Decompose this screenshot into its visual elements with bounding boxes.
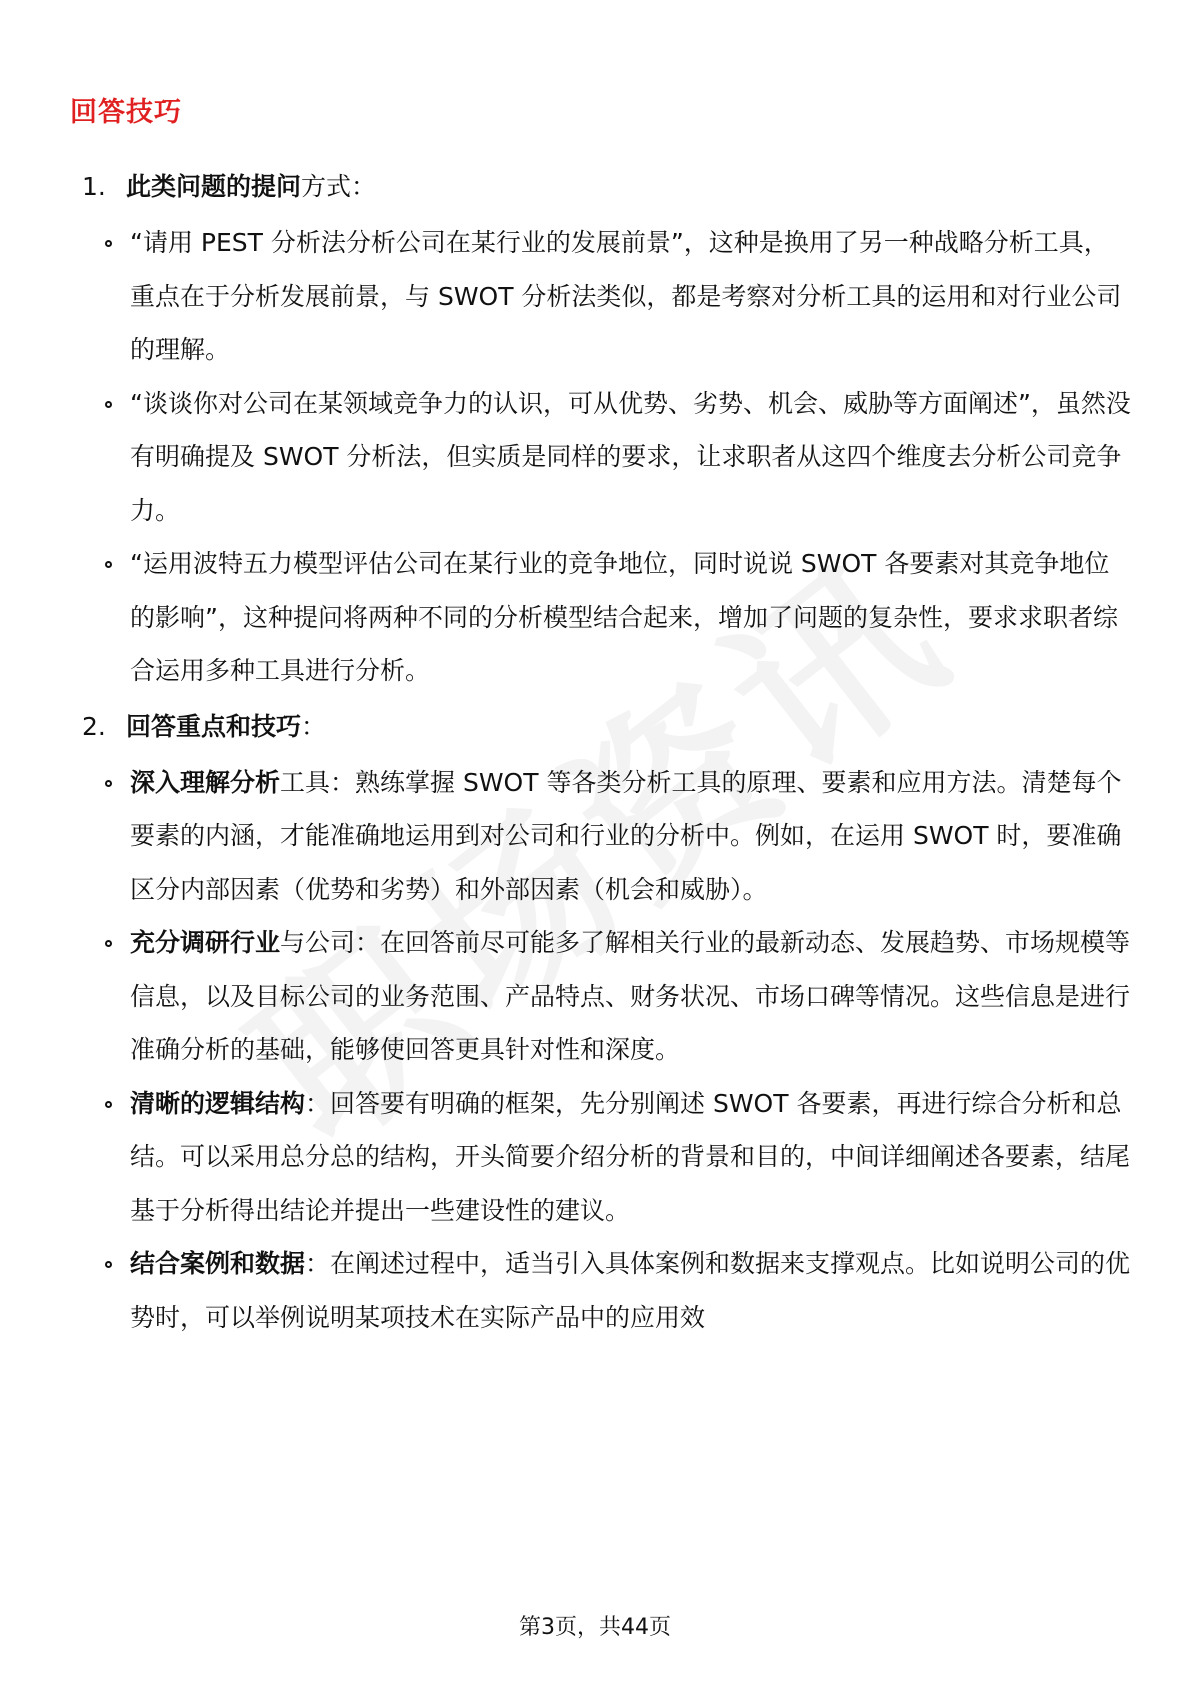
item-heading: 回答重点和技巧： [126, 711, 327, 741]
hollow-bullet-icon [105, 780, 112, 787]
hollow-bullet-icon [105, 401, 112, 408]
section-title: 回答技巧 [70, 97, 182, 128]
sub-list-2 [82, 756, 1132, 1345]
page-footer: 第3页，共44页 [519, 1615, 671, 1640]
sub-list-item: 充分调研行业与公司：在回答前尽可能多了解相关行业的最新动态、发展趋势、市场规模等信息，以及目标公司的业务范围、产品特点、财务状况、市场口碑等情况。这些信息是进行准确分析的基础，能够使回答更具针对性和深度。 [130, 916, 1132, 1077]
sub-list-item: “运用波特五力模型评估公司在某行业的竞争地位，同时说说 SWOT 各要素对其竞争地位的影响”，这种提问将两种不同的分析模型结合起来，增加了问题的复杂性，要求求职者综合运用多种工具进行分析。 [130, 537, 1132, 698]
hollow-bullet-icon [105, 1261, 112, 1268]
list-number: 1. [82, 172, 106, 201]
list-number: 2. [82, 711, 106, 741]
sub-list-item: 深入理解分析工具：熟练掌握 SWOT 等各类分析工具的原理、要素和应用方法。清楚每个要素的内涵，才能准确地运用到对公司和行业的分析中。例如，在运用 SWOT 时，要准确区分内部因素（优势和劣势）和外部因素（机会和威胁）。 [130, 756, 1132, 917]
list-item-1 [82, 158, 1132, 216]
hollow-bullet-icon [105, 240, 112, 247]
list-item-2 [82, 698, 1132, 756]
sub-list-item: 清晰的逻辑结构：回答要有明确的框架，先分别阐述 SWOT 各要素，再进行综合分析和总结。可以采用总分总的结构，开头简要介绍分析的背景和目的，中间详细阐述各要素，结尾基于分析得出结论并提出一些建设性的建议。 [130, 1077, 1132, 1238]
content [82, 158, 1132, 1344]
hollow-bullet-icon [105, 940, 112, 947]
hollow-bullet-icon [105, 1101, 112, 1108]
sub-list-item: “请用 PEST 分析法分析公司在某行业的发展前景”，这种是换用了另一种战略分析工具，重点在于分析发展前景，与 SWOT 分析法类似，都是考察对分析工具的运用和对行业公司的理解。 [130, 216, 1132, 377]
item-heading: 此类问题的提问方式： [126, 172, 377, 201]
hollow-bullet-icon [105, 561, 112, 568]
sub-list-1 [82, 216, 1132, 698]
sub-list-item: 结合案例和数据：在阐述过程中，适当引入具体案例和数据来支撑观点。比如说明公司的优势时，可以举例说明某项技术在实际产品中的应用效 [130, 1237, 1132, 1344]
sub-list-item: “谈谈你对公司在某领域竞争力的认识，可从优势、劣势、机会、威胁等方面阐述”，虽然没有明确提及 SWOT 分析法，但实质是同样的要求，让求职者从这四个维度去分析公司竞争力。 [130, 377, 1132, 538]
